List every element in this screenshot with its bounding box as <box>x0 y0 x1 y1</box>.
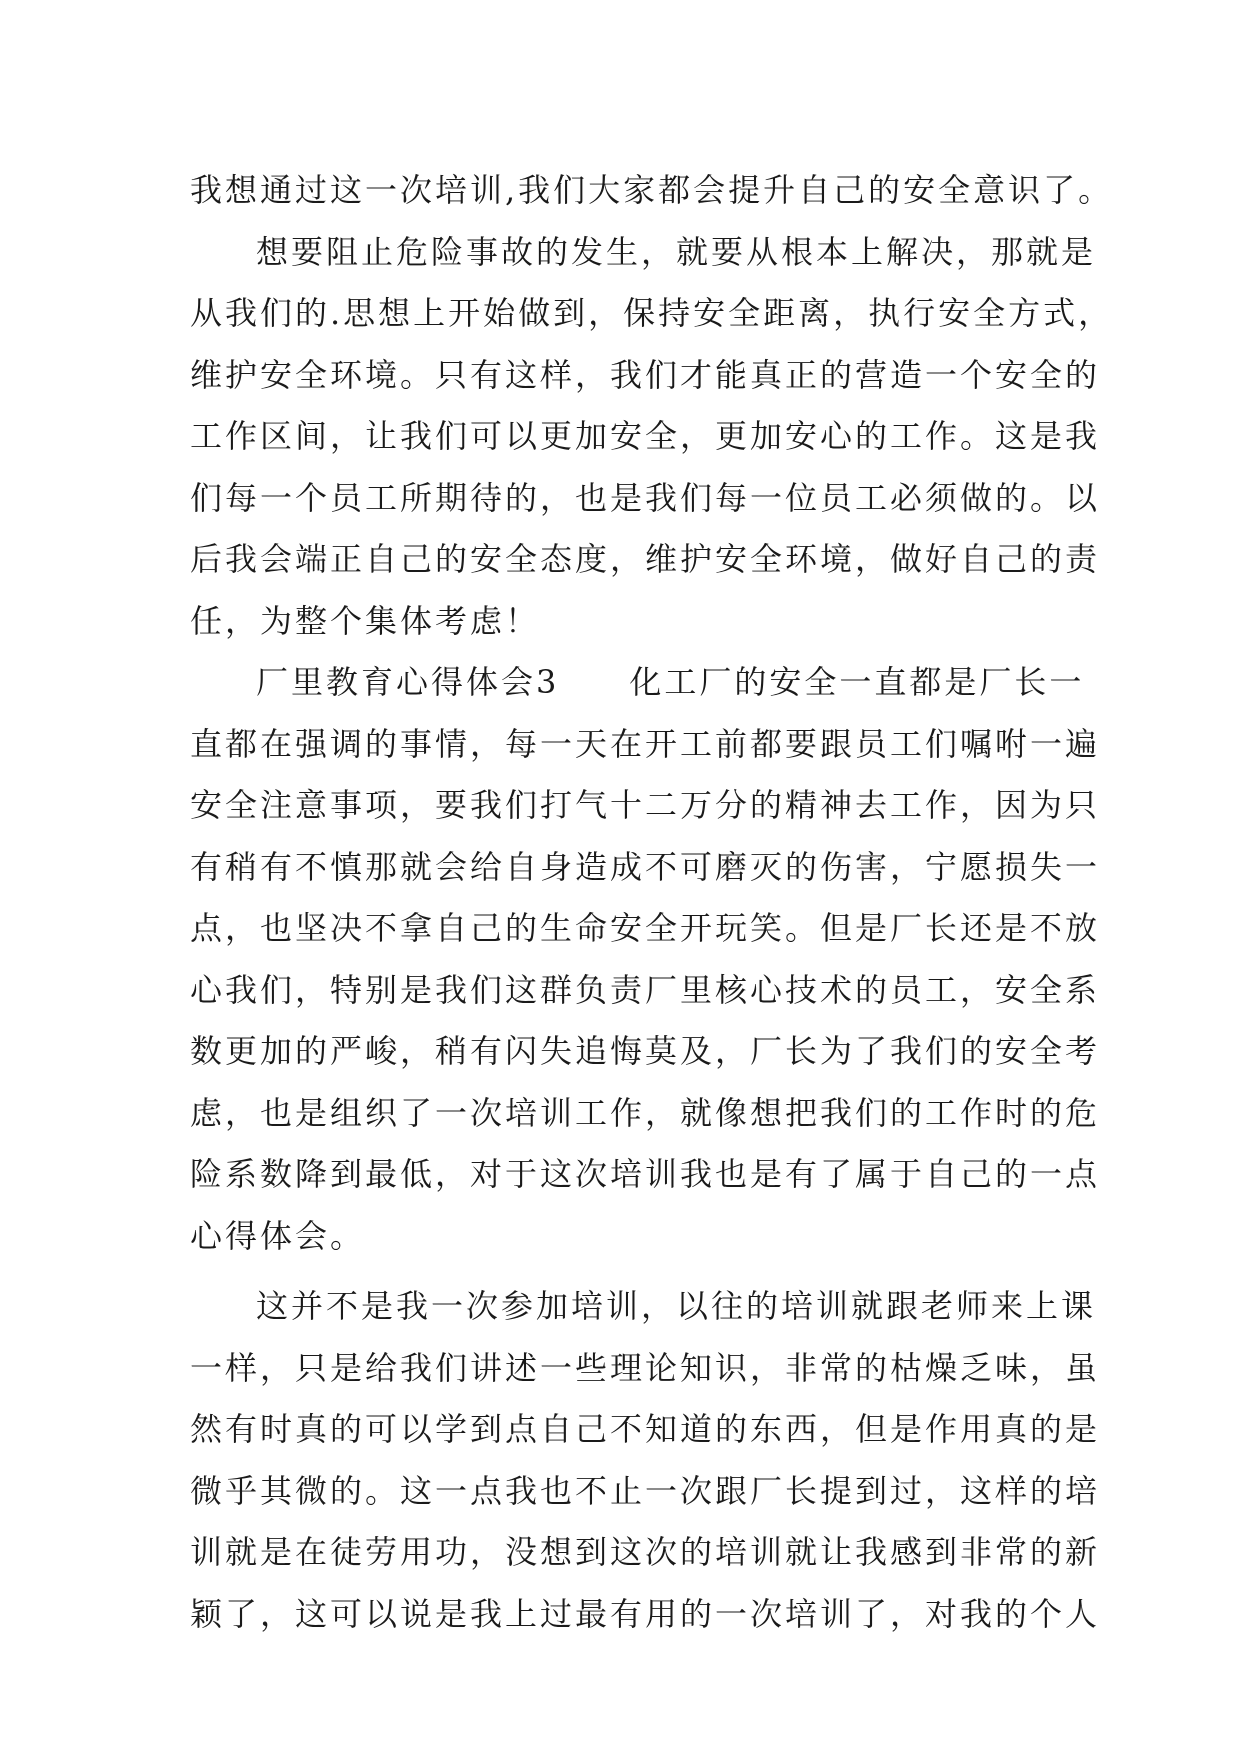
text-line: 一样，只是给我们讲述一些理论知识，非常的枯燥乏味，虽 <box>190 1348 1101 1387</box>
text-line: 这并不是我一次参加培训，以往的培训就跟老师来上课 <box>256 1287 1097 1325</box>
text-line: 安全注意事项，要我们打气十二万分的精神去工作，因为只 <box>190 786 1101 824</box>
text-line: 从我们的.思想上开始做到，保持安全距离，执行安全方式， <box>190 294 1114 332</box>
text-line: 颖了，这可以说是我上过最有用的一次培训了，对我的个人 <box>190 1594 1101 1633</box>
body-text <box>190 160 1114 1645</box>
text-line: 点，也坚决不拿自己的生命安全开玩笑。但是厂长还是不放 <box>190 909 1101 947</box>
text-line: 然有时真的可以学到点自己不知道的东西，但是作用真的是 <box>190 1410 1101 1448</box>
text-line: 后我会端正自己的安全态度，维护安全环境，做好自己的责 <box>190 540 1101 578</box>
text-line: 心我们，特别是我们这群负责厂里核心技术的员工，安全系 <box>190 970 1101 1009</box>
text-line: 训就是在徒劳用功，没想到这次的培训就让我感到非常的新 <box>190 1533 1101 1571</box>
paragraph-gap <box>190 1267 1070 1276</box>
text-line: 有稍有不慎那就会给自身造成不可磨灭的伤害，宁愿损失一 <box>190 847 1101 886</box>
text-line: 维护安全环境。只有这样，我们才能真正的营造一个安全的 <box>190 355 1101 394</box>
text-line: 数更加的严峻，稍有闪失追悔莫及，厂长为了我们的安全考 <box>190 1032 1101 1070</box>
text-line: 直都在强调的事情，每一天在开工前都要跟员工们嘱咐一遍 <box>190 724 1101 763</box>
text-line: 心得体会。 <box>190 1216 366 1255</box>
text-line: 想要阻止危险事故的发生，就要从根本上解决，那就是 <box>256 232 1097 271</box>
text-line: 险系数降到最低，对于这次培训我也是有了属于自己的一点 <box>190 1155 1101 1193</box>
text-line: 我想通过这一次培训,我们大家都会提升自己的安全意识了。 <box>190 171 1114 209</box>
text-line: 工作区间，让我们可以更加安全，更加安心的工作。这是我 <box>190 417 1101 455</box>
text-line: 厂里教育心得体会3 化工厂的安全一直都是厂长一 <box>256 663 1085 701</box>
text-line: 任，为整个集体考虑！ <box>190 601 541 640</box>
text-line: 虑，也是组织了一次培训工作，就像想把我们的工作时的危 <box>190 1093 1101 1132</box>
text-line: 微乎其微的。这一点我也不止一次跟厂长提到过，这样的培 <box>190 1471 1101 1510</box>
text-line: 们每一个员工所期待的，也是我们每一位员工必须做的。以 <box>190 478 1101 517</box>
